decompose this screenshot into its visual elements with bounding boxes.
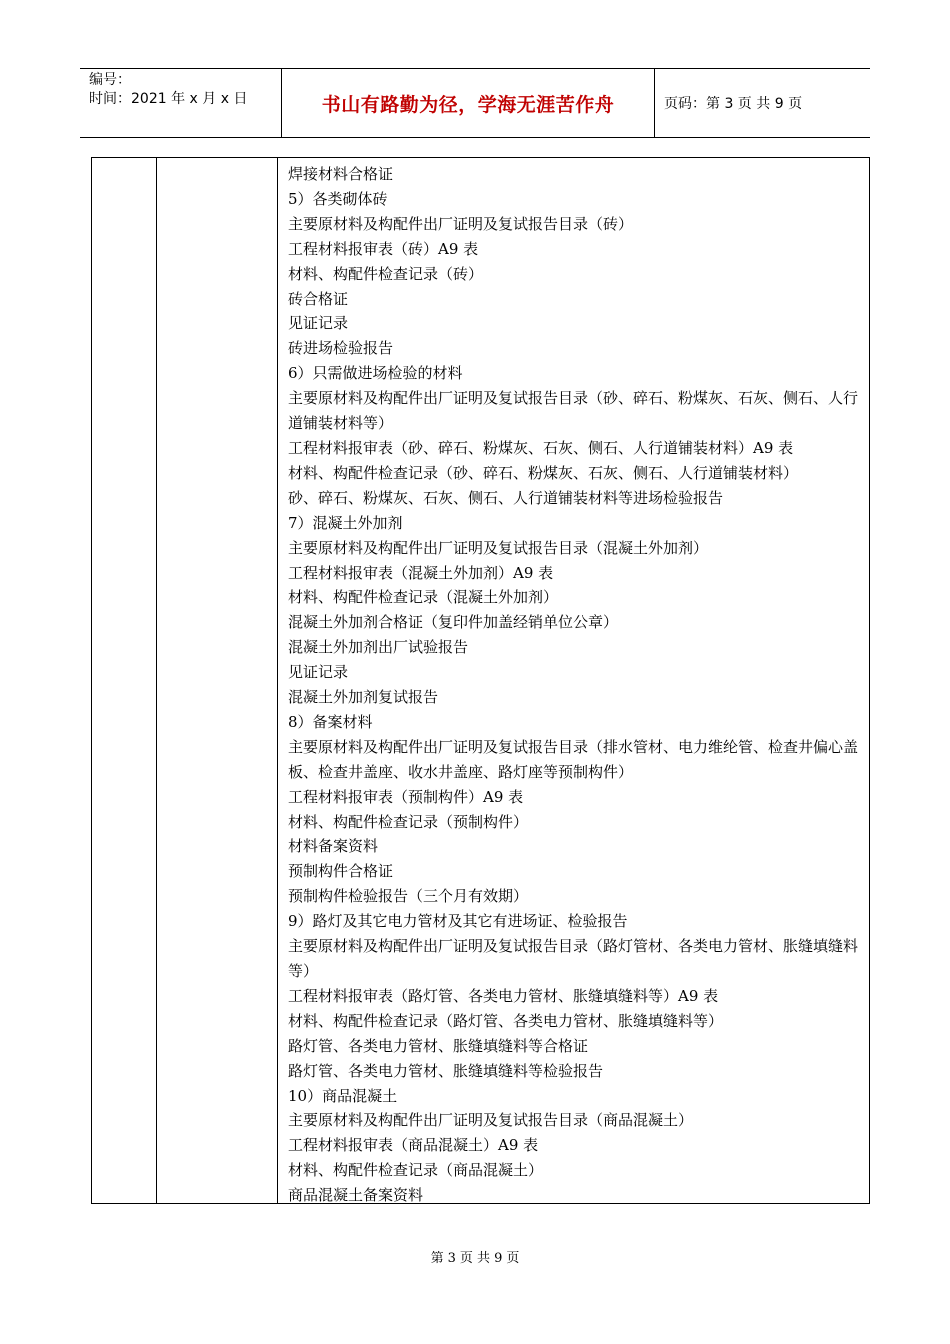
footer-middle: 页 共 bbox=[459, 1251, 491, 1266]
content-line: 10）商品混凝土 bbox=[288, 1086, 398, 1105]
content-line: 砂、碎石、粉煤灰、石灰、侧石、人行道铺装材料等进场检验报告 bbox=[288, 488, 724, 507]
header-divider bbox=[654, 69, 655, 137]
header-motto: 书山有路勤为径，学海无涯苦作舟 bbox=[321, 94, 615, 116]
document-number-label: 编号： bbox=[89, 72, 131, 88]
content-line: 工程材料报审表（混凝土外加剂）A9 表 bbox=[288, 563, 554, 582]
header-page-info: 页码：第 3 页 共 9 页 bbox=[664, 96, 803, 112]
content-line: 材料、构配件检查记录（路灯管、各类电力管材、胀缝填缝料等） bbox=[288, 1011, 724, 1030]
page-header bbox=[80, 68, 870, 138]
content-line: 工程材料报审表（预制构件）A9 表 bbox=[288, 787, 524, 806]
footer-current-page: 3 bbox=[447, 1251, 456, 1266]
content-line: 材料、构配件检查记录（砂、碎石、粉煤灰、石灰、侧石、人行道铺装材料） bbox=[288, 463, 799, 482]
content-line: 主要原材料及构配件出厂证明及复试报告目录（砂、碎石、粉煤灰、石灰、侧石、人行道铺装材料等） bbox=[288, 389, 859, 433]
content-line: 材料备案资料 bbox=[288, 837, 379, 856]
content-line: 混凝土外加剂出厂试验报告 bbox=[288, 638, 469, 657]
content-line: 见证记录 bbox=[288, 314, 349, 333]
content-line: 预制构件检验报告（三个月有效期） bbox=[288, 887, 529, 906]
content-line: 见证记录 bbox=[288, 663, 349, 682]
header-meta bbox=[89, 71, 247, 109]
content-line: 路灯管、各类电力管材、胀缝填缝料等合格证 bbox=[288, 1036, 589, 1055]
content-line: 材料、构配件检查记录（混凝土外加剂） bbox=[288, 588, 559, 607]
content-line: 砖合格证 bbox=[288, 289, 349, 308]
content-line: 主要原材料及构配件出厂证明及复试报告目录（砖） bbox=[288, 214, 634, 233]
content-line: 混凝土外加剂复试报告 bbox=[288, 688, 439, 707]
document-time-label: 时间：2021 年 x 月 x 日 bbox=[89, 91, 248, 107]
content-line: 工程材料报审表（商品混凝土）A9 表 bbox=[288, 1136, 539, 1155]
content-line: 主要原材料及构配件出厂证明及复试报告目录（路灯管材、各类电力管材、胀缝填缝料等） bbox=[288, 937, 859, 980]
table-column-divider bbox=[156, 158, 157, 1203]
content-cell bbox=[288, 162, 863, 1208]
footer-total-pages: 9 bbox=[494, 1251, 503, 1266]
content-line: 材料、构配件检查记录（商品混凝土） bbox=[288, 1161, 544, 1180]
content-table bbox=[91, 157, 870, 1204]
page-footer bbox=[0, 1247, 950, 1266]
content-line: 工程材料报审表（砖）A9 表 bbox=[288, 239, 479, 258]
content-line: 焊接材料合格证 bbox=[288, 165, 394, 183]
content-line: 工程材料报审表（路灯管、各类电力管材、胀缝填缝料等）A9 表 bbox=[288, 986, 719, 1005]
content-line: 5）各类砌体砖 bbox=[288, 189, 388, 208]
content-line: 预制构件合格证 bbox=[288, 862, 394, 881]
content-line: 路灯管、各类电力管材、胀缝填缝料等检验报告 bbox=[288, 1061, 604, 1080]
content-line: 7）混凝土外加剂 bbox=[288, 513, 403, 532]
content-line: 工程材料报审表（砂、碎石、粉煤灰、石灰、侧石、人行道铺装材料）A9 表 bbox=[288, 438, 794, 457]
content-line: 材料、构配件检查记录（砖） bbox=[288, 264, 484, 283]
content-line: 6）只需做进场检验的材料 bbox=[288, 364, 463, 383]
content-line: 主要原材料及构配件出厂证明及复试报告目录（商品混凝土） bbox=[288, 1111, 694, 1130]
content-line: 砖进场检验报告 bbox=[288, 339, 394, 358]
content-line: 主要原材料及构配件出厂证明及复试报告目录（混凝土外加剂） bbox=[288, 538, 709, 557]
footer-suffix: 页 bbox=[506, 1251, 520, 1266]
content-line: 9）路灯及其它电力管材及其它有进场证、检验报告 bbox=[288, 912, 628, 931]
table-column-divider bbox=[277, 158, 278, 1203]
content-line: 商品混凝土备案资料 bbox=[288, 1186, 424, 1205]
content-line: 8）备案材料 bbox=[288, 712, 373, 731]
content-line: 材料、构配件检查记录（预制构件） bbox=[288, 812, 529, 831]
content-line: 主要原材料及构配件出厂证明及复试报告目录（排水管材、电力维纶管、检查井偏心盖板、检查井盖座、收水井盖座、路灯座等预制构件） bbox=[288, 737, 859, 781]
footer-prefix: 第 bbox=[430, 1251, 444, 1266]
content-line: 混凝土外加剂合格证（复印件加盖经销单位公章） bbox=[288, 613, 619, 632]
